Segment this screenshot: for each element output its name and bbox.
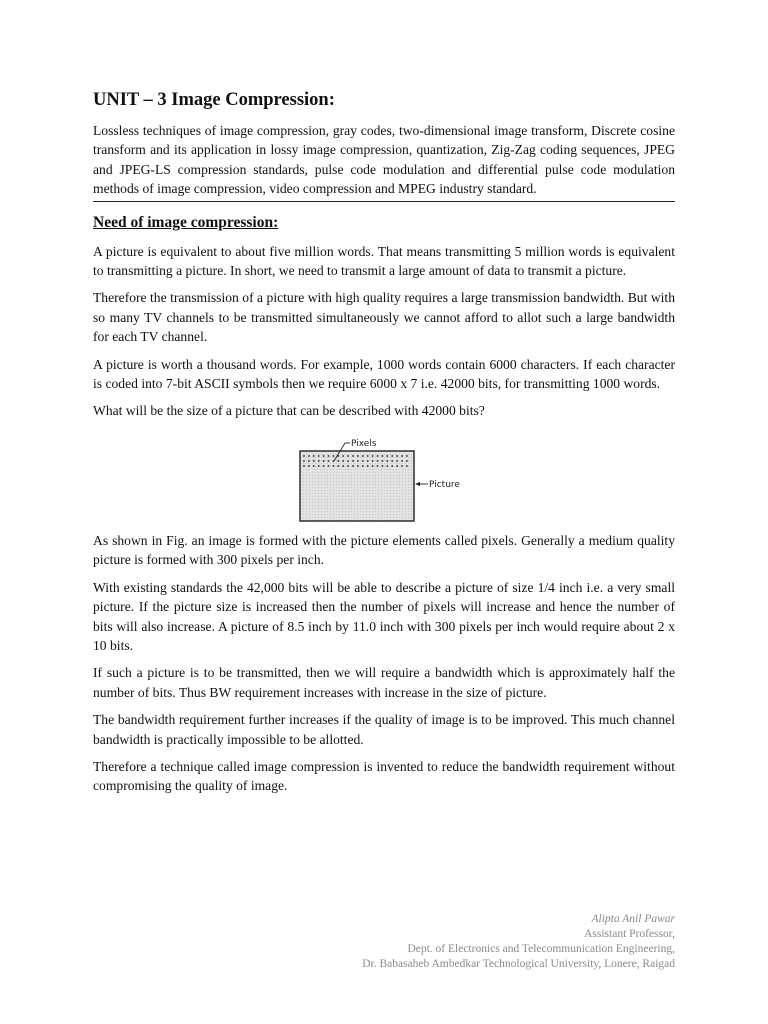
pixel-dot bbox=[386, 465, 388, 467]
pixel-dot bbox=[362, 455, 364, 457]
pixel-dot bbox=[406, 460, 408, 462]
pixel-dot bbox=[308, 460, 310, 462]
pixel-dot bbox=[337, 465, 339, 467]
pixel-dot bbox=[362, 465, 364, 467]
pixel-dot bbox=[323, 460, 325, 462]
author-designation: Assistant Professor, bbox=[584, 928, 675, 940]
paragraph-5: As shown in Fig. an image is formed with the picture elements called pixels. Generally a medium quality picture is formed with 300 pixels per inch. bbox=[93, 532, 675, 568]
pixel-dot bbox=[391, 465, 393, 467]
pixel-dot bbox=[401, 465, 403, 467]
pixel-dot bbox=[328, 455, 330, 457]
pixel-dot bbox=[396, 465, 398, 467]
pixel-dot bbox=[382, 455, 384, 457]
pixel-dot bbox=[396, 460, 398, 462]
pixel-dot bbox=[372, 465, 374, 467]
pixel-dot bbox=[342, 455, 344, 457]
pixel-dot bbox=[328, 460, 330, 462]
section-heading: Need of image compression: bbox=[93, 213, 279, 231]
pixel-dot bbox=[357, 455, 359, 457]
pixel-dot bbox=[377, 455, 379, 457]
pixel-dot bbox=[391, 460, 393, 462]
author-department: Dept. of Electronics and Telecommunication Engineering, bbox=[407, 943, 675, 955]
pixel-dot bbox=[357, 465, 359, 467]
paragraph-2: Therefore the transmission of a picture with high quality requires a large transmission bandwidth. But with so many TV channels to be transmitted simultaneously we cannot afford to allot such a large bandwidth for each TV channel. bbox=[93, 290, 675, 345]
pixel-dot bbox=[372, 460, 374, 462]
pixel-dot bbox=[367, 460, 369, 462]
unit-title: UNIT – 3 Image Compression: bbox=[93, 90, 335, 110]
pixel-dot bbox=[337, 460, 339, 462]
pixel-dot bbox=[406, 455, 408, 457]
paragraph-7: If such a picture is to be transmitted, then we will require a bandwidth which is approximately half the number of bits. Thus BW requirement increases with increase in the size of picture. bbox=[93, 665, 675, 700]
pixel-dot bbox=[328, 465, 330, 467]
author-name: Alipta Anil Pawar bbox=[591, 913, 675, 925]
pixel-dot bbox=[352, 465, 354, 467]
pixel-dot bbox=[323, 465, 325, 467]
pixel-dot bbox=[372, 455, 374, 457]
pixel-dot bbox=[396, 455, 398, 457]
pixels-label: Pixels bbox=[351, 438, 377, 449]
pixel-dot bbox=[313, 465, 315, 467]
pixel-dot bbox=[391, 455, 393, 457]
pixel-dot bbox=[333, 465, 335, 467]
author-university: Dr. Babasaheb Ambedkar Technological University, Lonere, Raigad bbox=[362, 958, 675, 970]
pixel-dot bbox=[352, 460, 354, 462]
pixel-dot bbox=[303, 465, 305, 467]
pixel-dot bbox=[401, 455, 403, 457]
pixel-dot bbox=[347, 455, 349, 457]
pixel-dot bbox=[377, 460, 379, 462]
paragraph-6: With existing standards the 42,000 bits will be able to describe a picture of size 1/4 inch i.e. a very small picture. If the picture size is increased then the number of pixels will increase and hence the number of bits will also increase. A picture of 8.5 inch by 11.0 inch with 300 pixels per inch would require about 2 x 10 bits. bbox=[93, 579, 675, 653]
pixel-dot bbox=[386, 455, 388, 457]
pixel-dot bbox=[303, 455, 305, 457]
pixel-dot bbox=[318, 455, 320, 457]
pixel-dot bbox=[406, 465, 408, 467]
paragraph-8: The bandwidth requirement further increases if the quality of image is to be improved. This much channel bandwidth is practically impossible to be allotted. bbox=[93, 712, 675, 747]
paragraph-1: A picture is equivalent to about five million words. That means transmitting 5 million words is equivalent to transmitting a picture. In short, we need to transmit a large amount of data to transmit a picture. bbox=[93, 243, 675, 279]
pixels-figure bbox=[290, 429, 490, 529]
pixel-dot bbox=[357, 460, 359, 462]
pixel-dot bbox=[367, 455, 369, 457]
pixel-dot bbox=[323, 455, 325, 457]
pixel-dot bbox=[382, 465, 384, 467]
paragraph-4: What will be the size of a picture that can be described with 42000 bits? bbox=[93, 403, 485, 419]
pixel-dot bbox=[313, 460, 315, 462]
pixel-dot bbox=[377, 465, 379, 467]
syllabus-intro: Lossless techniques of image compression, gray codes, two-dimensional image transform, Discrete cosine transform and its application in lossy image compression, quantization, Zig-Zag coding sequences, JPEG and JPEG-LS compression standards, pulse code modulation and differential pulse code modulation methods of image compression, video compression and MPEG industry standard. bbox=[93, 121, 675, 202]
pixel-dot bbox=[347, 465, 349, 467]
paragraph-9: Therefore a technique called image compression is invented to reduce the bandwidth requirement without compromising the quality of image. bbox=[93, 758, 675, 794]
pixel-dot bbox=[313, 455, 315, 457]
pixel-dot bbox=[401, 460, 403, 462]
pixel-dot bbox=[367, 465, 369, 467]
pixel-dot bbox=[303, 460, 305, 462]
pixel-dot bbox=[342, 460, 344, 462]
pixel-dot bbox=[318, 465, 320, 467]
document-page bbox=[93, 88, 675, 804]
pixel-dot bbox=[308, 455, 310, 457]
pixel-dot bbox=[342, 465, 344, 467]
pixel-dot bbox=[347, 460, 349, 462]
pixel-dot bbox=[362, 460, 364, 462]
pixel-dot bbox=[382, 460, 384, 462]
pixel-dot bbox=[318, 460, 320, 462]
paragraph-3: A picture is worth a thousand words. For example, 1000 words contain 6000 characters. If each character is coded into 7-bit ASCII symbols then we require 6000 x 7 i.e. 42000 bits, for transmitting 1000 words. bbox=[93, 356, 675, 392]
picture-label: Picture bbox=[429, 479, 460, 490]
pixel-dot bbox=[308, 465, 310, 467]
pixel-dot bbox=[386, 460, 388, 462]
pixel-dot bbox=[352, 455, 354, 457]
author-footer bbox=[362, 912, 675, 972]
pixel-dot bbox=[333, 455, 335, 457]
